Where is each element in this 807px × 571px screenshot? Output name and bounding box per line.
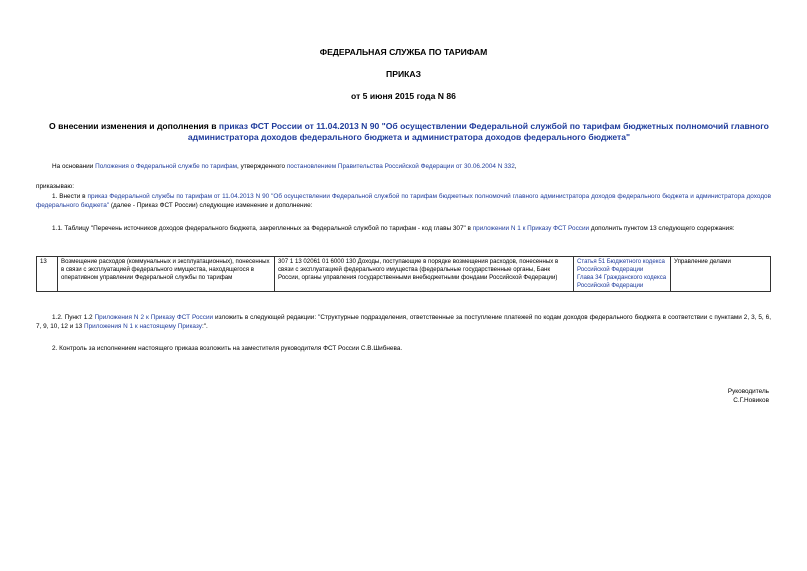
item1-2-suffix: :". [201,322,208,330]
document-title [44,121,774,143]
item1-1-paragraph [36,225,771,234]
signature-block [728,387,769,405]
agency-heading: ФЕДЕРАЛЬНАЯ СЛУЖБА ПО ТАРИФАМ [319,47,488,57]
date-number-heading: от 5 июня 2015 года N 86 [351,91,456,101]
code-cell: 307 1 13 02061 01 6000 130 Доходы, поступающие в порядке возмещения расходов, понесенных в связи с эксплуатацией федерального имущества (федеральные государственные органы, Банк России, органы управления государственными внебюджетными фондами Российской Федерации) [275,257,574,292]
government-decree-link[interactable]: постановлением Правительства Российской Федерации от 30.06.2004 N 332 [286,163,515,170]
item1-1-prefix: 1.1. Таблицу "Перечень источников доходов федерального бюджета, закрепленных за Федеральной службой по тарифам - код главы 307" в [52,225,473,232]
department-cell: Управление делами [671,257,771,292]
item1-2-paragraph [36,314,771,331]
item1-2-middle: изложить в следующей редакции: "Структурные подразделения, ответственные за поступление платежей по кодам доходов федерального бюджета в соответствии с пунктами 2, 3, 5, 6, 7, 9, 10, 12 и 13 [36,314,771,330]
basis-suffix: , [514,163,517,170]
item1-paragraph [36,193,771,210]
legal-basis-cell [574,257,671,292]
appendix1-current-link[interactable]: Приложения N 1 к настоящему Приказу [83,322,202,330]
signer-name: С.Г.Новиков [733,397,769,404]
order-word: приказываю: [36,183,74,190]
row-number-cell: 13 [37,257,58,292]
item2-paragraph: 2. Контроль за исполнением настоящего приказа возложить на заместителя руководителя ФСТ России С.В.Шибнева. [52,345,403,352]
regulation-link[interactable]: Положения о Федеральной службе по тарифам [95,163,238,170]
item1-1-suffix: дополнить пунктом 13 следующего содержания: [589,225,735,232]
description-cell: Возмещение расходов (коммунальных и эксплуатационных), понесенных в связи с эксплуатацией федерального имущества, находящегося в оперативном управлении Федеральной службы по тарифам [58,257,275,292]
table-row [37,257,771,292]
basis-paragraph [52,163,772,172]
civil-code-link[interactable]: Глава 34 Гражданского кодекса Российской Федерации [577,273,667,289]
signer-role: Руководитель [727,388,769,395]
item1-2-prefix: 1.2. Пункт 1.2 [52,314,95,321]
basis-prefix: На основании [52,163,96,170]
title-prefix: О внесении изменения и дополнения в [49,121,219,131]
item1-prefix: 1. Внести в [52,193,88,200]
revenue-table [36,256,771,292]
basis-middle: , утвержденного [237,163,287,170]
item1-suffix: (далее - Приказ ФСТ России) следующие изменение и дополнение: [109,201,313,209]
title-link[interactable]: приказ ФСТ России от 11.04.2013 N 90 "Об осуществлении Федеральной службой по тарифам бюджетных полномочий главного администратора доходов федерального бюджета и администратора доходов федерального бюджета" [187,121,769,142]
appendix1-link[interactable]: приложении N 1 к Приказу ФСТ России [472,225,590,232]
budget-code-link[interactable]: Статья 51 Бюджетного кодекса Российской Федерации [577,258,665,273]
appendix2-link[interactable]: Приложения N 2 к Приказу ФСТ России [94,314,214,321]
order-90-link[interactable]: приказ Федеральной службы по тарифам от 11.04.2013 N 90 "Об осуществлении Федеральной службой по тарифам бюджетных полномочий главного администратора доходов федерального бюджета и администратора доходов федерального бюджета" [36,193,771,209]
doc-type-heading: ПРИКАЗ [386,69,421,79]
